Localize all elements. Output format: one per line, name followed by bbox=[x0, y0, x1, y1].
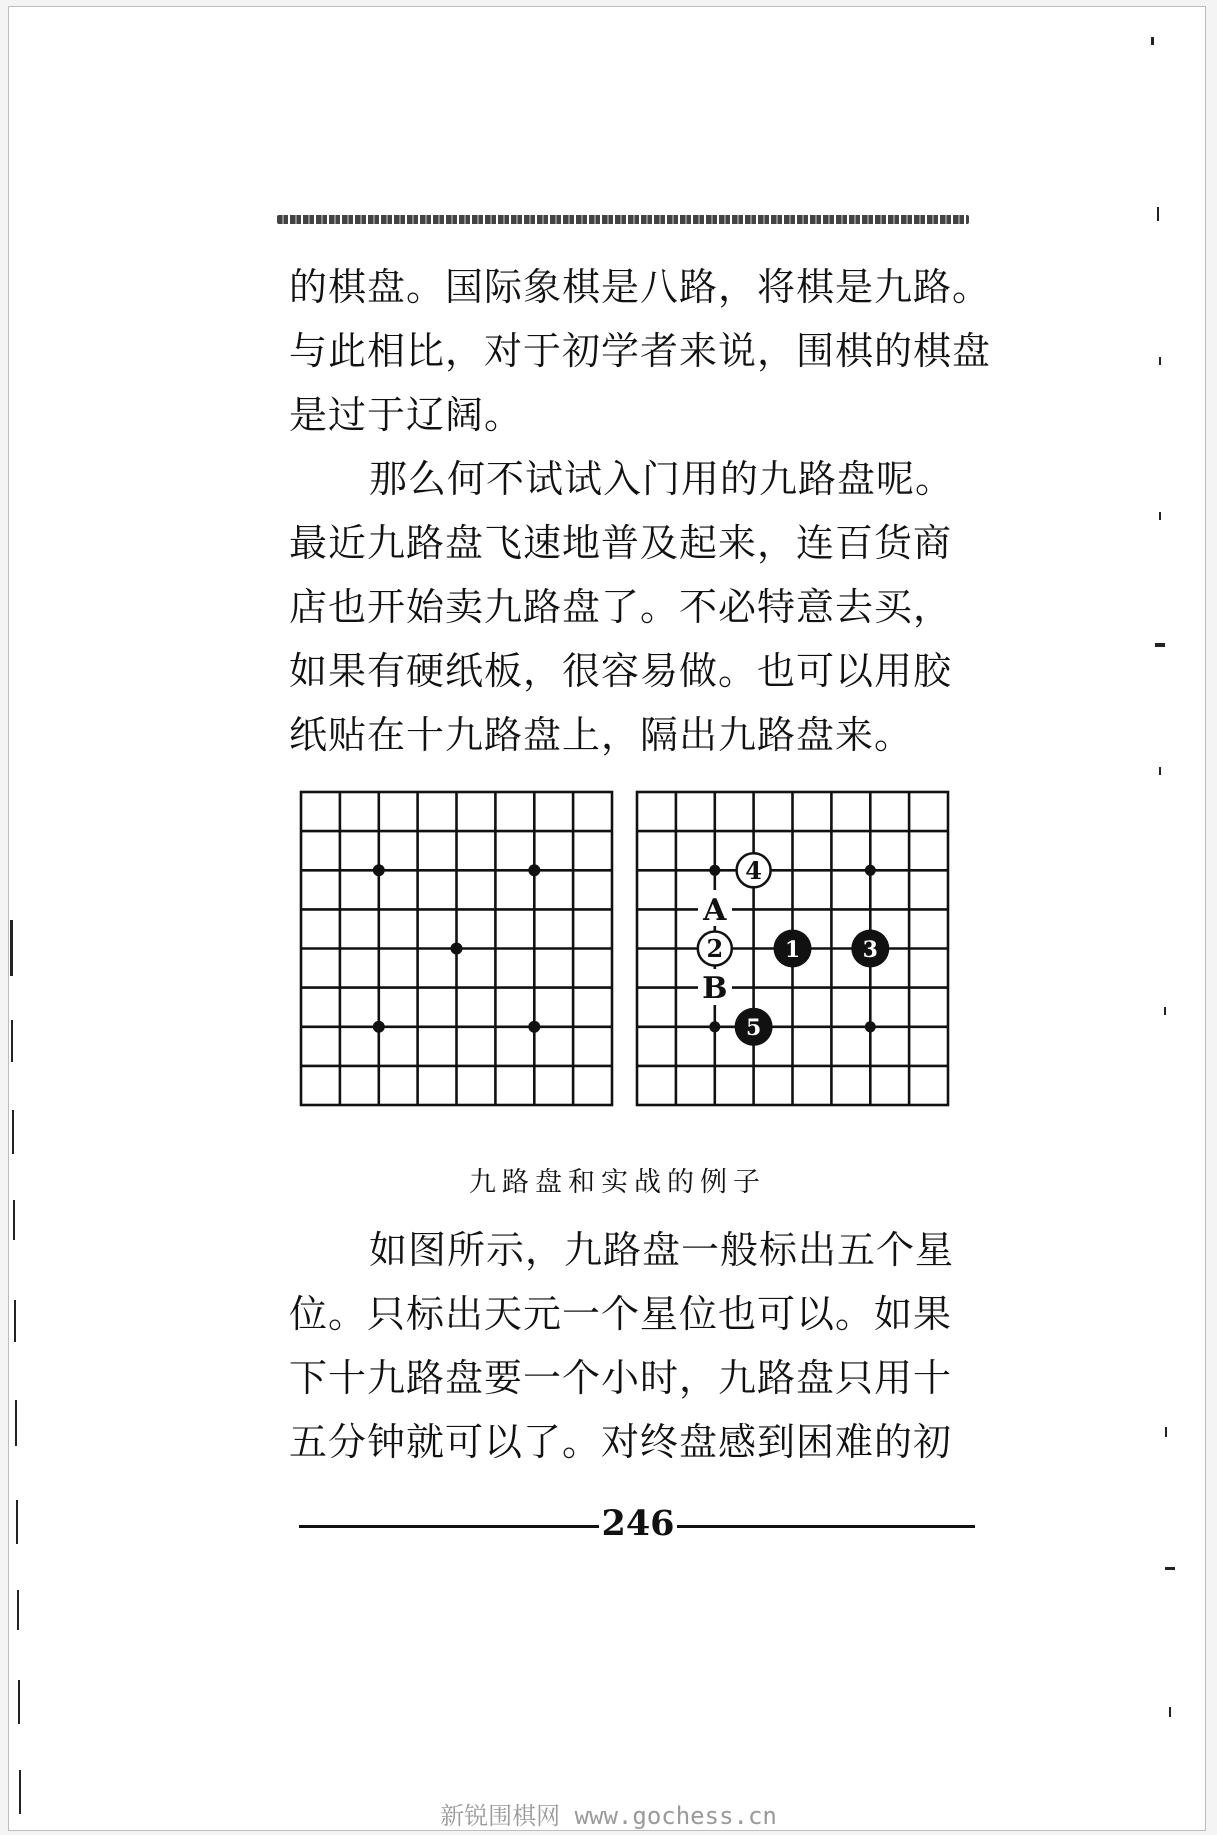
nine-line-board-empty bbox=[298, 789, 616, 1109]
scan-speck bbox=[1165, 1427, 1167, 1437]
scan-speck bbox=[15, 1400, 17, 1446]
paragraph-3 bbox=[289, 1218, 979, 1474]
text-line: 的棋盘。国际象棋是八路，将棋是九路。 bbox=[289, 265, 992, 309]
scan-speck bbox=[10, 920, 13, 976]
star-point bbox=[865, 865, 876, 876]
svg-text:5: 5 bbox=[745, 1015, 762, 1041]
scan-speck bbox=[1165, 1567, 1175, 1570]
scan-speck bbox=[13, 1200, 15, 1240]
text-line: 五分钟就可以了。对终盘感到困难的初 bbox=[289, 1420, 953, 1464]
footer-rule-right bbox=[677, 1525, 975, 1528]
text-line: 如图所示，九路盘一般标出五个星 bbox=[369, 1228, 955, 1272]
text-line: 店也开始卖九路盘了。不必特意去买， bbox=[289, 585, 953, 629]
star-point bbox=[373, 864, 385, 876]
page-number: 246 bbox=[601, 1503, 675, 1544]
star-point bbox=[865, 1021, 876, 1032]
text-line: 那么何不试试入门用的九路盘呢。 bbox=[369, 457, 955, 501]
svg-text:3: 3 bbox=[862, 937, 878, 963]
stone-5 bbox=[735, 1008, 773, 1046]
star-point bbox=[528, 864, 540, 876]
svg-text:1: 1 bbox=[784, 937, 801, 963]
text-line: 纸贴在十九路盘上，隔出九路盘来。 bbox=[289, 713, 914, 757]
text-line: 与此相比，对于初学者来说，围棋的棋盘 bbox=[289, 329, 992, 373]
stone-1 bbox=[774, 930, 812, 968]
scan-speck bbox=[1159, 512, 1161, 520]
point-label-a: A bbox=[703, 893, 727, 928]
scan-speck bbox=[1157, 207, 1159, 221]
paragraph-1 bbox=[289, 255, 992, 447]
scan-speck bbox=[16, 1500, 18, 1544]
stone-4 bbox=[737, 853, 771, 887]
text-line: 是过于辽阔。 bbox=[289, 393, 524, 437]
decorative-header-rule bbox=[277, 215, 969, 224]
paragraph-2 bbox=[289, 447, 979, 767]
text-line: 如果有硬纸板，很容易做。也可以用胶 bbox=[289, 649, 953, 693]
point-label-b: B bbox=[702, 971, 728, 1006]
stone-2 bbox=[698, 932, 732, 966]
scan-speck bbox=[1151, 37, 1154, 45]
text-line: 位。只标出天元一个星位也可以。如果 bbox=[289, 1292, 953, 1336]
scan-speck bbox=[17, 1590, 19, 1630]
scan-speck bbox=[1159, 357, 1161, 365]
scan-speck bbox=[12, 1110, 14, 1154]
figure-caption: 九路盘和实战的例子 bbox=[469, 1167, 766, 1198]
scan-speck bbox=[18, 1680, 20, 1724]
star-point bbox=[373, 1021, 385, 1033]
svg-text:2: 2 bbox=[706, 934, 724, 963]
nine-line-board-game-example bbox=[634, 789, 952, 1109]
scan-speck bbox=[1155, 643, 1165, 647]
scan-speck bbox=[11, 1020, 13, 1062]
scan-speck bbox=[14, 1300, 16, 1342]
scan-speck bbox=[1169, 1707, 1171, 1717]
scan-speck bbox=[1164, 1007, 1166, 1015]
svg-text:4: 4 bbox=[745, 856, 762, 885]
footer-rule-left bbox=[299, 1525, 599, 1528]
star-point bbox=[528, 1021, 540, 1033]
scan-speck bbox=[1159, 767, 1161, 775]
text-line: 下十九路盘要一个小时，九路盘只用十 bbox=[289, 1356, 953, 1400]
stone-3 bbox=[851, 930, 889, 968]
watermark: 新锐围棋网 www.gochess.cn bbox=[440, 1802, 777, 1830]
text-line: 最近九路盘飞速地普及起来，连百货商 bbox=[289, 521, 953, 565]
star-point bbox=[451, 943, 463, 955]
star-point bbox=[709, 865, 720, 876]
star-point bbox=[709, 1021, 720, 1032]
book-page bbox=[8, 6, 1206, 1831]
